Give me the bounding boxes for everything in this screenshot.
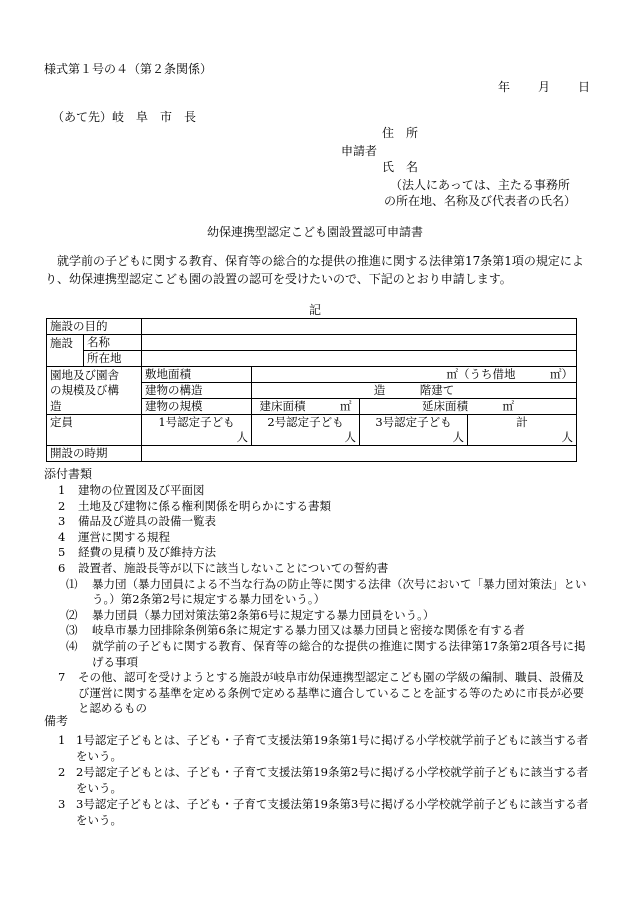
facility-location-field[interactable] xyxy=(142,351,577,367)
list-item: 5 経費の見積り及び維持方法 xyxy=(58,545,216,560)
address-label: 住 所 xyxy=(382,126,419,140)
type2-count[interactable]: 人 xyxy=(252,430,360,446)
sub-list-item: ⑶ 岐阜市暴力団排除条例第6条に規定する暴力団又は暴力団員と密接な関係を有する者 xyxy=(66,623,525,638)
date-day: 日 xyxy=(578,80,591,94)
type2-header: 2号認定子ども xyxy=(252,415,360,431)
corporation-note-1: （法人にあっては、主たる事務所 xyxy=(390,178,570,192)
date-line xyxy=(498,80,590,95)
land-building-label-3: 造 xyxy=(47,399,142,415)
facility-location-label: 所在地 xyxy=(84,351,142,367)
application-statement: 就学前の子どもに関する教育、保育等の総合的な提供の推進に関する法律第17条第1項の規定により、幼保連携型認定こども園の設置の認可を受けたいので、下記のとおり申請します。 xyxy=(45,254,584,286)
list-item: 6 設置者、施設長等が以下に該当しないことについての誓約書 xyxy=(58,560,389,575)
addressee: （あて先）岐 阜 市 長 xyxy=(52,110,197,124)
list-item: 4 運営に関する規程 xyxy=(58,529,170,544)
corporation-note-2: の所在地、名称及び代表者の氏名） xyxy=(384,194,577,208)
name-label: 氏 名 xyxy=(382,160,419,174)
purpose-field[interactable] xyxy=(142,319,577,335)
facility-label-spacer xyxy=(47,351,84,367)
remark-item: 2 2号認定子どもとは、子ども・子育て支援法第19条第2号に掲げる小学校就学前子どもに該当する者をいう。 xyxy=(58,765,589,795)
sub-list-item: ⑷ 就学前の子どもに関する教育、保育等の総合的な提供の推進に関する法律第17条第2項各号に掲げる事項 xyxy=(66,638,586,669)
land-building-label-2: の規模及び構 xyxy=(47,383,142,399)
list-item: 2 土地及び建物に係る権利関係を明らかにする書類 xyxy=(58,498,331,513)
sub-list-item: ⑵ 暴力団員（暴力団対策法第2条第6号に規定する暴力団員をいう。） xyxy=(66,607,435,622)
type3-header: 3号認定子ども xyxy=(360,415,468,431)
opening-label: 開設の時期 xyxy=(47,446,142,462)
list-item: 1 建物の位置図及び平面図 xyxy=(58,483,205,497)
document-title: 幼保連携型認定こども園設置認可申請書 xyxy=(206,225,423,239)
structure-field[interactable]: 造 階建て xyxy=(252,383,577,399)
type1-count[interactable]: 人 xyxy=(142,430,252,446)
applicant-label: 申請者 xyxy=(341,144,378,158)
list-item: 7 その他、認可を受けようとする施設が岐阜市幼保連携型認定こども園の学級の編制、職員、設備及び運営に関する基準を定める条例で定める基準に適合していることを証する等のために市長が必要と認めるもの xyxy=(58,670,584,716)
land-building-label-1: 園地及び園舎 xyxy=(47,367,142,383)
opening-field[interactable] xyxy=(142,446,577,462)
remark-item: 3 3号認定子どもとは、子ども・子育て支援法第19条第3号に掲げる小学校就学前子どもに該当する者をいう。 xyxy=(58,797,589,827)
facility-label: 施設 xyxy=(47,335,84,351)
site-area-field[interactable]: ㎡（うち借地 ㎡） xyxy=(252,367,577,383)
site-area-label: 敷地面積 xyxy=(142,367,252,383)
ki-heading: 記 xyxy=(308,303,321,317)
purpose-label: 施設の目的 xyxy=(47,319,142,335)
capacity-label-spacer xyxy=(47,430,142,446)
sub-list-item: ⑴ 暴力団（暴力団員による不当な行為の防止等に関する法律（次号において「暴力団対策法」という。）第2条第2号に規定する暴力団をいう。） xyxy=(66,576,587,607)
list-item: 3 備品及び遊具の設備一覧表 xyxy=(58,514,216,529)
capacity-label: 定員 xyxy=(47,415,142,431)
remarks-list xyxy=(44,732,589,828)
attachments-title: 添付書類 xyxy=(44,467,93,481)
remarks-title: 備考 xyxy=(44,714,69,728)
attachments-list xyxy=(44,483,589,717)
scale-label: 建物の規模 xyxy=(142,399,252,415)
date-month: 月 xyxy=(538,80,551,94)
total-count[interactable]: 人 xyxy=(468,430,577,446)
floor-area-field[interactable]: 延床面積 ㎡ xyxy=(360,399,577,415)
application-table xyxy=(46,318,577,462)
date-year: 年 xyxy=(498,80,511,94)
building-area-field[interactable]: 建床面積 ㎡ xyxy=(252,399,360,415)
facility-name-field[interactable] xyxy=(142,335,577,351)
remark-item: 1 1号認定子どもとは、子ども・子育て支援法第19条第1号に掲げる小学校就学前子どもに該当する者をいう。 xyxy=(58,733,589,763)
form-number: 様式第１号の４（第２条関係） xyxy=(44,62,213,76)
type3-count[interactable]: 人 xyxy=(360,430,468,446)
type1-header: 1号認定子ども xyxy=(142,415,252,431)
total-header: 計 xyxy=(468,415,577,431)
facility-name-label: 名称 xyxy=(84,335,142,351)
structure-label: 建物の構造 xyxy=(142,383,252,399)
